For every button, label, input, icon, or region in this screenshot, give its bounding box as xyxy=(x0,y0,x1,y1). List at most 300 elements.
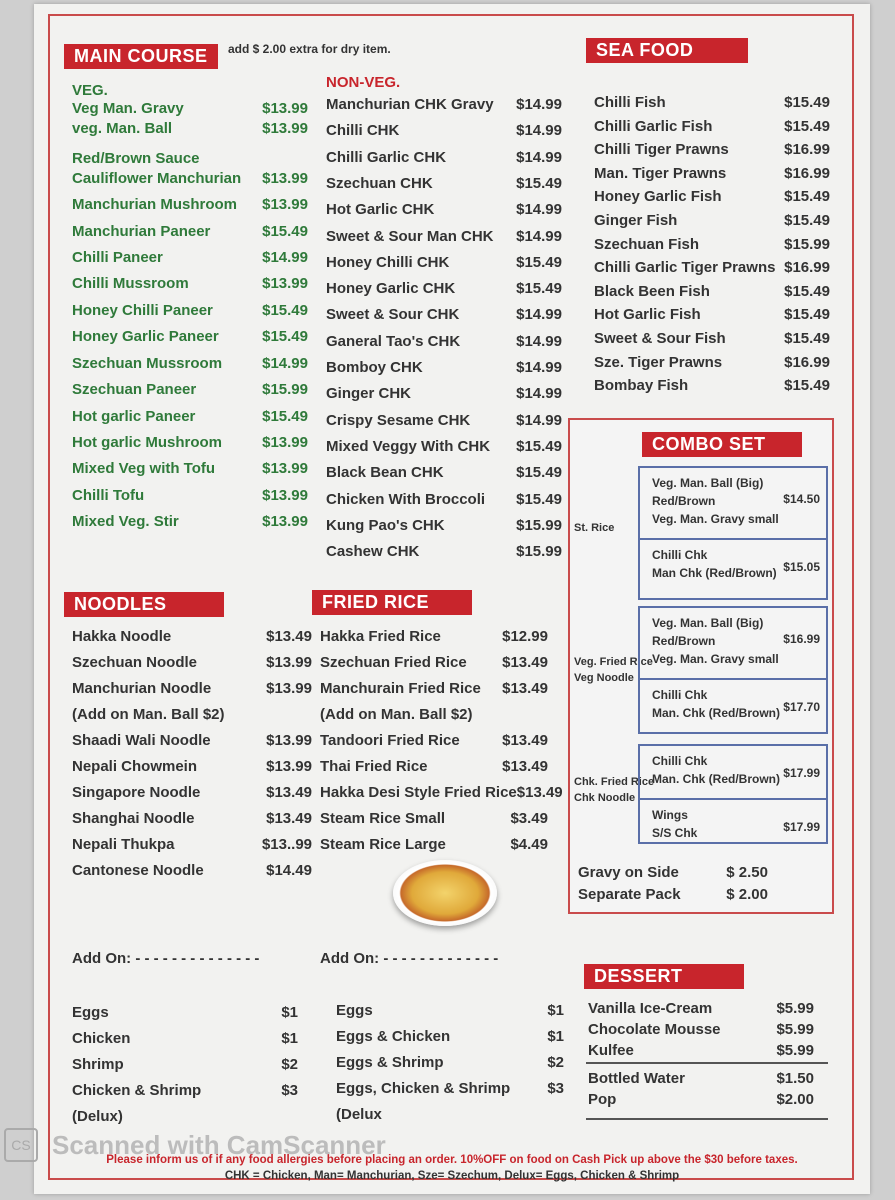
nonveg-item-row xyxy=(326,175,562,193)
rice-item-name: Tandoori Fried Rice xyxy=(320,732,460,749)
veg-item-row xyxy=(72,249,308,267)
dessert-item-name: Kulfee xyxy=(588,1042,634,1059)
veg-item-name: Szechuan Mussroom xyxy=(72,355,223,372)
seafood-item-name: Hot Garlic Fish xyxy=(594,306,701,324)
addon2-item-row xyxy=(336,1028,564,1046)
noodle-item-row xyxy=(72,680,312,698)
rice-item-price: $13.49 xyxy=(502,654,548,671)
nonveg-item-price: $14.99 xyxy=(516,227,562,245)
veg-item-name: Honey Chilli Paneer xyxy=(72,302,213,319)
combo-cell-divider xyxy=(640,678,826,680)
addon2-item-row xyxy=(336,1002,564,1020)
combo-cell-items xyxy=(652,474,779,528)
seafood-item-name: Chilli Tiger Prawns xyxy=(594,141,729,159)
nonveg-item-name: Honey Chilli CHK xyxy=(326,253,450,271)
combo-cell-line: S/S Chk xyxy=(652,826,698,840)
nonveg-item-name: Black Bean CHK xyxy=(326,464,444,482)
nonveg-item-row xyxy=(326,228,562,246)
noodle-item-name: (Add on Man. Ball $2) xyxy=(72,706,225,723)
veg-item-price: $13.99 xyxy=(262,100,308,117)
combo-header: COMBO SET xyxy=(642,432,802,457)
nonveg-item-price: $15.49 xyxy=(516,464,562,482)
noodle-item-name: Shaadi Wali Noodle xyxy=(72,732,211,749)
combo-cell-items xyxy=(652,546,777,582)
combo-cell-line: Red/Brown xyxy=(652,634,716,648)
addon1-item-row xyxy=(72,1004,298,1022)
noodle-item-price: $13.49 xyxy=(266,784,312,801)
veg-item-row xyxy=(72,275,308,293)
drinks-item-row xyxy=(588,1091,814,1109)
nonveg-item-price: $15.49 xyxy=(516,253,562,271)
nonveg-item-price: $14.99 xyxy=(516,332,562,350)
combo-cell-line: Man. Chk (Red/Brown) xyxy=(652,772,780,786)
noodle-item-row xyxy=(72,836,312,854)
nonveg-item-price: $14.99 xyxy=(516,122,562,140)
combo-cell-price: $17.70 xyxy=(783,700,820,714)
veg-item-name: Honey Garlic Paneer xyxy=(72,328,219,345)
addon1-item-name: Eggs xyxy=(72,1004,109,1021)
veg-item-name: veg. Man. Ball xyxy=(72,120,173,137)
veg-item-name: Chilli Paneer xyxy=(72,249,163,266)
seafood-item-name: Bombay Fish xyxy=(594,377,689,395)
rice-item-price: $13.49 xyxy=(502,732,548,749)
rice-item-name: Steam Rice Small xyxy=(320,810,446,827)
noodle-item-name: Manchurian Noodle xyxy=(72,680,212,697)
nonveg-item-row xyxy=(326,412,562,430)
nonveg-item-name: Manchurian CHK Gravy xyxy=(326,96,494,113)
combo-group-label xyxy=(574,520,614,536)
nonveg-item-name: Chilli CHK xyxy=(326,122,400,140)
veg-item-price: $13.99 xyxy=(262,275,308,292)
nonveg-item-price: $14.99 xyxy=(516,148,562,166)
seafood-item-price: $16.99 xyxy=(784,353,830,371)
seafood-item-row xyxy=(594,118,830,136)
nonveg-item-row xyxy=(326,254,562,272)
nonveg-item-name: Honey Garlic CHK xyxy=(326,280,456,298)
seafood-item-price: $16.99 xyxy=(784,259,830,277)
rice-item-row xyxy=(320,784,563,802)
dessert-item-row xyxy=(588,1000,814,1018)
addon2-item-price: $3 xyxy=(547,1080,564,1097)
combo-cell-price: $17.99 xyxy=(783,820,820,834)
nonveg-item-price: $15.49 xyxy=(516,174,562,192)
seafood-item-price: $15.49 xyxy=(784,212,830,229)
sea-food-header: SEA FOOD xyxy=(586,38,748,63)
dessert-item-price: $5.99 xyxy=(776,1042,814,1059)
combo-cell-line: Veg. Man. Ball (Big) xyxy=(652,616,764,630)
addon2-item-name: Eggs & Chicken xyxy=(336,1028,451,1045)
nonveg-item-row xyxy=(326,359,562,377)
footer-legend: CHK = Chicken, Man= Manchurian, Sze= Szechum, Delux= Eggs, Chicken & Shrimp xyxy=(224,1170,680,1182)
nonveg-item-row xyxy=(326,306,562,324)
veg-item-row xyxy=(72,196,308,214)
veg-item-row xyxy=(72,120,308,138)
noodle-item-price: $13.49 xyxy=(266,810,312,827)
seafood-item-name: Ginger Fish xyxy=(594,212,678,229)
noodle-item-row xyxy=(72,628,312,646)
nonveg-item-row xyxy=(326,517,562,535)
nonveg-item-price: $15.49 xyxy=(516,437,562,455)
combo-group-label-line: Veg. Fried Rice xyxy=(574,656,653,668)
seafood-item-name: Chilli Garlic Fish xyxy=(594,117,713,135)
rice-item-name: Hakka Desi Style Fried Rice xyxy=(320,784,517,801)
combo-cell-line: Man. Chk (Red/Brown) xyxy=(652,706,780,720)
combo-cell-items xyxy=(652,614,779,668)
seafood-item-row xyxy=(594,236,830,254)
nonveg-item-row xyxy=(326,333,562,351)
seafood-item-price: $15.99 xyxy=(784,235,830,253)
nonveg-item-row xyxy=(326,543,562,561)
veg-item-row xyxy=(72,460,308,478)
noodle-item-row xyxy=(72,732,312,750)
rice-item-row xyxy=(320,654,548,672)
nonveg-item-price: $14.99 xyxy=(516,385,562,403)
combo-cell-items xyxy=(652,686,780,722)
addon2-item-price: $2 xyxy=(547,1054,564,1071)
seafood-item-price: $15.49 xyxy=(784,188,830,206)
seafood-item-row xyxy=(594,212,830,230)
seafood-item-row xyxy=(594,165,830,183)
footer-note: Please inform us of if any food allergies before placing an order. 10%OFF on food on Cash Pick up above the $30 before taxes. xyxy=(106,1154,798,1166)
seafood-item-row xyxy=(594,306,830,324)
addon2-item-price: $1 xyxy=(547,1002,564,1019)
nonveg-item-price: $14.99 xyxy=(516,201,562,219)
dessert-item-price: $5.99 xyxy=(776,1021,814,1038)
combo-cell-items xyxy=(652,806,697,842)
noodle-item-name: Shanghai Noodle xyxy=(72,810,195,827)
nonveg-item-name: Sweet & Sour Man CHK xyxy=(326,227,494,245)
noodle-item-name: Szechuan Noodle xyxy=(72,654,198,671)
drinks-item-name: Pop xyxy=(588,1091,617,1108)
drinks-item-name: Bottled Water xyxy=(588,1070,685,1087)
combo-extra-name: Separate Pack xyxy=(578,886,681,903)
noodle-item-price: $13.99 xyxy=(266,758,312,775)
nonveg-item-name: Bomboy CHK xyxy=(326,359,423,376)
noodle-item-row xyxy=(72,706,312,724)
combo-cell-line: Man Chk (Red/Brown) xyxy=(652,566,777,580)
combo-extra-price: $ 2.50 xyxy=(726,864,768,881)
nonveg-item-name: Chilli Garlic CHK xyxy=(326,148,447,166)
drinks-item-price: $2.00 xyxy=(776,1091,814,1108)
rice-item-name: Manchurain Fried Rice xyxy=(320,680,481,697)
rice-item-name: Hakka Fried Rice xyxy=(320,628,441,645)
noodle-item-row xyxy=(72,784,312,802)
veg-item-name: Chilli Mussroom xyxy=(72,275,189,292)
veg-item-row xyxy=(72,150,308,168)
addon1-item-price: $3 xyxy=(281,1082,298,1099)
addon2-item-row xyxy=(336,1054,564,1072)
seafood-item-name: Black Been Fish xyxy=(594,282,710,300)
combo-cell-line: Red/Brown xyxy=(652,494,716,508)
rice-item-price: $13.49 xyxy=(502,758,548,775)
combo-cell-line: Veg. Man. Gravy small xyxy=(652,512,779,526)
noodles-header: NOODLES xyxy=(64,592,224,617)
veg-item-row xyxy=(72,223,308,241)
nonveg-item-name: Hot Garlic CHK xyxy=(326,201,435,219)
combo-cell-price: $14.50 xyxy=(783,492,820,506)
seafood-item-price: $16.99 xyxy=(784,141,830,159)
nonveg-item-row xyxy=(326,280,562,298)
veg-item-name: Mixed Veg. Stir xyxy=(72,513,179,530)
addon2-item-name: Eggs xyxy=(336,1002,373,1019)
seafood-item-row xyxy=(594,354,830,372)
combo-extra-price: $ 2.00 xyxy=(726,886,768,903)
drinks-item-price: $1.50 xyxy=(776,1070,814,1087)
nonveg-label: NON-VEG. xyxy=(326,74,401,91)
noodle-item-row xyxy=(72,862,312,880)
seafood-item-name: Honey Garlic Fish xyxy=(594,188,722,206)
noodle-item-row xyxy=(72,654,312,672)
nonveg-item-price: $14.99 xyxy=(516,306,562,324)
rice-item-row xyxy=(320,836,548,854)
veg-item-price: $15.99 xyxy=(262,381,308,398)
noodle-item-name: Nepali Thukpa xyxy=(72,836,175,853)
seafood-item-price: $16.99 xyxy=(784,164,830,182)
addon2-item-price: $1 xyxy=(547,1028,564,1045)
veg-item-price: $15.49 xyxy=(262,302,308,319)
dessert-item-name: Chocolate Mousse xyxy=(588,1021,721,1038)
camscanner-logo-icon: CS xyxy=(4,1128,38,1162)
camscanner-watermark: Scanned with CamScanner xyxy=(52,1130,386,1160)
rice-item-row xyxy=(320,758,548,776)
veg-item-row xyxy=(72,513,308,531)
combo-box xyxy=(568,418,834,914)
fried-rice-header: FRIED RICE xyxy=(312,590,472,615)
seafood-item-row xyxy=(594,330,830,348)
combo-cell-divider xyxy=(640,798,826,800)
veg-item-row xyxy=(72,302,308,320)
seafood-item-row xyxy=(594,283,830,301)
seafood-item-price: $15.49 xyxy=(784,306,830,324)
combo-cell-line: Veg. Man. Gravy small xyxy=(652,652,779,666)
addon1-item-row xyxy=(72,1030,298,1048)
drinks-item-row xyxy=(588,1070,814,1088)
addon1-item-name: Shrimp xyxy=(72,1056,124,1073)
nonveg-item-row xyxy=(326,385,562,403)
nonveg-item-price: $15.49 xyxy=(516,280,562,298)
dessert-item-row xyxy=(588,1021,814,1039)
combo-cell-line: Chilli Chk xyxy=(652,688,708,702)
addon2-item-name: (Delux xyxy=(336,1106,382,1123)
noodle-item-name: Cantonese Noodle xyxy=(72,862,204,879)
rice-item-price: $13.49 xyxy=(516,784,563,801)
dessert-header: DESSERT xyxy=(584,964,744,989)
veg-item-price: $15.49 xyxy=(262,223,308,240)
addon2-item-name: Eggs, Chicken & Shrimp xyxy=(336,1080,511,1097)
nonveg-item-row xyxy=(326,464,562,482)
noodle-item-row xyxy=(72,810,312,828)
nonveg-item-price: $15.99 xyxy=(516,543,562,561)
veg-item-price: $13.99 xyxy=(262,120,308,137)
veg-item-price: $14.99 xyxy=(262,355,308,372)
veg-item-name: Mixed Veg with Tofu xyxy=(72,460,216,477)
veg-item-price: $13.99 xyxy=(262,196,308,213)
seafood-item-name: Szechuan Fish xyxy=(594,235,700,253)
combo-cell-line: Wings xyxy=(652,808,688,822)
nonveg-item-row xyxy=(326,122,562,140)
veg-item-price: $13.99 xyxy=(262,487,308,504)
combo-option-box xyxy=(638,744,828,844)
veg-item-price: $13.99 xyxy=(262,434,308,451)
rice-item-price: $13.49 xyxy=(502,680,548,697)
addon1-item-price: $2 xyxy=(281,1056,298,1073)
nonveg-item-row xyxy=(326,438,562,456)
veg-item-row xyxy=(72,381,308,399)
nonveg-item-name: Cashew CHK xyxy=(326,543,420,561)
combo-cell-line: Chilli Chk xyxy=(652,548,708,562)
veg-item-price: $13.99 xyxy=(262,170,308,187)
combo-cell-price: $16.99 xyxy=(783,632,820,646)
addon1-item-row xyxy=(72,1082,298,1100)
addon1-item-price: $1 xyxy=(281,1030,298,1047)
main-course-note: add $ 2.00 extra for dry item. xyxy=(228,42,391,56)
nonveg-item-row xyxy=(326,149,562,167)
nonveg-item-name: Sweet & Sour CHK xyxy=(326,306,460,324)
nonveg-item-name: Crispy Sesame CHK xyxy=(326,411,471,429)
seafood-item-price: $15.49 xyxy=(784,282,830,300)
nonveg-item-name: Szechuan CHK xyxy=(326,174,433,192)
veg-item-row xyxy=(72,328,308,346)
rice-item-name: (Add on Man. Ball $2) xyxy=(320,706,473,723)
seafood-item-price: $15.49 xyxy=(784,377,830,395)
veg-item-name: Veg Man. Gravy xyxy=(72,100,184,117)
nonveg-item-name: Ganeral Tao's CHK xyxy=(326,332,461,350)
combo-extra-row xyxy=(578,864,768,882)
seafood-item-price: $15.49 xyxy=(784,94,830,111)
combo-group-label-line: Veg Noodle xyxy=(574,672,634,684)
addon1-item-name: (Delux) xyxy=(72,1108,123,1125)
combo-cell-price: $17.99 xyxy=(783,766,820,780)
addon2-item-name: Eggs & Shrimp xyxy=(336,1054,444,1071)
veg-item-price: $13.99 xyxy=(262,460,308,477)
seafood-item-price: $15.49 xyxy=(784,330,830,347)
combo-option-box xyxy=(638,466,828,600)
menu-page xyxy=(34,4,870,1194)
drinks-divider xyxy=(586,1118,828,1120)
seafood-item-row xyxy=(594,141,830,159)
nonveg-item-price: $14.99 xyxy=(516,411,562,429)
nonveg-item-name: Ginger CHK xyxy=(326,385,412,403)
veg-item-name: Chilli Tofu xyxy=(72,487,145,504)
veg-item-price: $15.49 xyxy=(262,408,308,425)
noodle-item-price: $14.49 xyxy=(266,862,312,879)
addon2-label: Add On: - - - - - - - - - - - - - xyxy=(320,950,499,967)
veg-item-price: $13.99 xyxy=(262,513,308,530)
veg-item-name: Red/Brown Sauce xyxy=(72,150,200,167)
combo-cell-price: $15.05 xyxy=(783,560,820,574)
dessert-item-row xyxy=(588,1042,814,1060)
rice-item-row xyxy=(320,732,548,750)
seafood-item-name: Man. Tiger Prawns xyxy=(594,164,727,182)
veg-item-price: $15.49 xyxy=(262,328,308,345)
noodle-item-name: Singapore Noodle xyxy=(72,784,201,801)
veg-item-row xyxy=(72,100,308,118)
seafood-item-name: Sweet & Sour Fish xyxy=(594,330,726,347)
veg-item-row xyxy=(72,355,308,373)
addon1-item-price: $1 xyxy=(281,1004,298,1021)
seafood-item-row xyxy=(594,377,830,395)
rice-item-name: Thai Fried Rice xyxy=(320,758,428,775)
combo-extra-name: Gravy on Side xyxy=(578,864,679,881)
veg-item-name: Szechuan Paneer xyxy=(72,381,197,398)
rice-item-price: $12.99 xyxy=(502,628,548,645)
noodle-item-name: Hakka Noodle xyxy=(72,628,172,645)
rice-item-row xyxy=(320,810,548,828)
veg-item-name: Manchurian Mushroom xyxy=(72,196,238,213)
veg-item-name: Cauliflower Manchurian xyxy=(72,170,242,187)
addon1-item-name: Chicken xyxy=(72,1030,131,1047)
noodle-item-name: Nepali Chowmein xyxy=(72,758,198,775)
combo-cell-line: Veg. Man. Ball (Big) xyxy=(652,476,764,490)
dessert-item-price: $5.99 xyxy=(776,1000,814,1017)
addon1-item-name: Chicken & Shrimp xyxy=(72,1082,202,1099)
addon1-item-row xyxy=(72,1056,298,1074)
rice-item-row xyxy=(320,680,548,698)
seafood-item-name: Chilli Fish xyxy=(594,94,666,111)
nonveg-item-name: Kung Pao's CHK xyxy=(326,516,445,534)
nonveg-item-name: Chicken With Broccoli xyxy=(326,490,486,508)
noodle-item-price: $13.99 xyxy=(266,680,312,697)
combo-group-label-line: Chk. Fried Rice xyxy=(574,776,655,788)
dessert-divider xyxy=(586,1062,828,1064)
veg-item-row xyxy=(72,408,308,426)
seafood-item-name: Chilli Garlic Tiger Prawns xyxy=(594,259,776,277)
combo-group-label-line: St. Rice xyxy=(574,522,615,534)
seafood-item-row xyxy=(594,188,830,206)
seafood-item-name: Sze. Tiger Prawns xyxy=(594,353,723,371)
veg-item-row xyxy=(72,170,308,188)
seafood-item-price: $15.49 xyxy=(784,117,830,135)
veg-item-name: Manchurian Paneer xyxy=(72,223,211,240)
veg-item-name: Hot garlic Mushroom xyxy=(72,434,223,451)
nonveg-item-price: $15.49 xyxy=(516,490,562,508)
addon2-item-row xyxy=(336,1080,564,1098)
combo-extra-row xyxy=(578,886,768,904)
addon2-item-row xyxy=(336,1106,564,1124)
veg-item-price: $14.99 xyxy=(262,249,308,266)
nonveg-item-price: $14.99 xyxy=(516,359,562,376)
rice-item-price: $4.49 xyxy=(510,836,548,853)
combo-cell-items xyxy=(652,752,780,788)
fried-rice-photo xyxy=(393,860,497,926)
veg-item-row xyxy=(72,434,308,452)
combo-option-box xyxy=(638,606,828,734)
combo-group-label-line: Chk Noodle xyxy=(574,792,636,804)
noodle-item-price: $13.99 xyxy=(266,654,312,671)
main-course-header: MAIN COURSE xyxy=(64,44,218,69)
addon1-item-row xyxy=(72,1108,298,1126)
rice-item-row xyxy=(320,628,548,646)
noodle-item-price: $13..99 xyxy=(261,836,312,853)
combo-cell-divider xyxy=(640,538,826,540)
nonveg-item-row xyxy=(326,491,562,509)
dessert-item-name: Vanilla Ice-Cream xyxy=(588,1000,713,1017)
seafood-item-row xyxy=(594,259,830,277)
rice-item-name: Steam Rice Large xyxy=(320,836,446,853)
nonveg-item-price: $15.99 xyxy=(516,516,562,534)
nonveg-item-name: Mixed Veggy With CHK xyxy=(326,437,491,455)
noodle-item-price: $13.49 xyxy=(266,628,312,645)
veg-item-name: Hot garlic Paneer xyxy=(72,408,196,425)
combo-cell-line: Chilli Chk xyxy=(652,754,708,768)
nonveg-item-row xyxy=(326,96,562,114)
rice-item-name: Szechuan Fried Rice xyxy=(320,654,467,671)
addon1-label: Add On: - - - - - - - - - - - - - - xyxy=(72,950,260,967)
noodle-item-row xyxy=(72,758,312,776)
rice-item-price: $3.49 xyxy=(510,810,548,827)
nonveg-item-row xyxy=(326,201,562,219)
noodle-item-price: $13.99 xyxy=(266,732,312,749)
